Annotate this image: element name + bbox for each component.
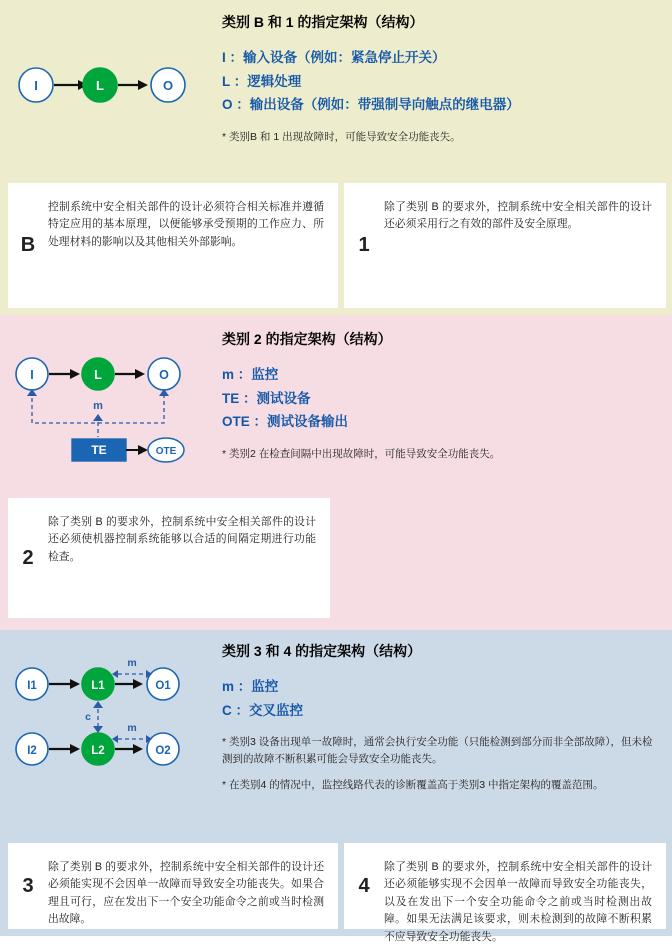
legend-item: O ：输出设备（例如：带强制导向触点的继电器） [222, 97, 520, 113]
legend-item: L ：逻辑处理 [222, 73, 302, 89]
arrowhead-logic-output [135, 369, 145, 379]
card-text: 除了类别 B 的要求外，控制系统中安全相关部件的设计还必须能够实现不会因单一故障而导致安全功能丧失，以及在发出下一个安全功能命令之前或当时检测出故障。如果无法满足该要求，则未检测到的故障不断积累不应导致安全功能丧失。 [384, 861, 652, 943]
card-category-2 [8, 498, 330, 618]
node-logic-label: L [94, 368, 102, 382]
card-number: 1 [358, 234, 370, 256]
card-number: 4 [358, 874, 370, 897]
card-number: B [20, 234, 36, 256]
label-m-top: m [127, 657, 137, 669]
node-output-label: O [159, 368, 169, 382]
diagram-category-3-4 [0, 630, 222, 835]
node-output-test-equipment-label: OTE [155, 446, 177, 457]
card-number: 3 [22, 874, 34, 897]
section-category-b-1 [0, 0, 672, 175]
legend-item: TE ：测试设备 [222, 390, 311, 406]
legend-item: m ：监控 [222, 679, 279, 694]
section-note: * 类别2 在检查间隔中出现故障时，可能导致安全功能丧失。 [222, 447, 501, 460]
card-category-1 [344, 183, 666, 308]
card-category-4 [344, 843, 666, 943]
section-note: * 类别B 和 1 出现故障时，可能导致安全功能丧失。 [222, 130, 461, 143]
arrowhead-logic1-output1 [133, 679, 143, 689]
legend-item: OTE ：测试设备输出 [222, 414, 349, 430]
arrowhead-te-ote [138, 445, 148, 455]
arrowhead-input1-logic1 [70, 679, 80, 689]
section-category-2 [0, 315, 672, 490]
section-category-3-4 [0, 630, 672, 835]
card-category-3 [8, 843, 338, 929]
section-title: 类别 2 的指定架构（结构） [222, 331, 392, 347]
diagram-category-b-1 [0, 0, 222, 175]
legend-list [222, 46, 662, 117]
node-output-2-label: O2 [155, 745, 171, 757]
legend-list [222, 363, 662, 434]
card-number: 2 [22, 546, 34, 569]
legend-list [222, 675, 662, 722]
card-text: 除了类别 B 的要求外，控制系统中安全相关部件的设计还必须采用行之有效的部件及安全原理。 [384, 201, 652, 231]
diagram-category-2 [0, 315, 222, 490]
section-note: * 类别3 设备出现单一故障时，通常会执行安全功能（只能检测到部分而非全部故障），但未检测到的故障不断积累可能会导致安全功能丧失。 [222, 736, 653, 765]
arrowhead-monitor-logic [93, 414, 103, 421]
legend-item: C ：交叉监控 [222, 702, 303, 718]
node-output-1-label: O1 [155, 680, 171, 692]
card-text: 控制系统中安全相关部件的设计必须符合相关标准并遵循特定应用的基本原理，以便能够承受预期的工作应力、所处理材料的影响以及其他相关外部影响。 [48, 201, 324, 248]
arrowhead-cross-down [93, 726, 103, 733]
legend-item: I ：输入设备（例如：紧急停止开关） [222, 50, 446, 65]
node-input-label: I [34, 78, 38, 93]
arrowhead-logic2-output2 [133, 744, 143, 754]
section-note: * 在类别4 的情况中，监控线路代表的诊断覆盖高于类别3 中指定架构的覆盖范围。 [222, 778, 604, 791]
node-input-label: I [30, 368, 34, 382]
label-m: m [93, 400, 103, 412]
node-test-equipment-label: TE [91, 443, 107, 457]
node-logic-1-label: L1 [91, 680, 105, 692]
label-m-bottom: m [127, 722, 137, 734]
info-category-b-1 [222, 12, 662, 145]
section-title: 类别 B 和 1 的指定架构（结构） [222, 14, 424, 30]
arrowhead-input2-logic2 [70, 744, 80, 754]
node-logic-label: L [96, 78, 104, 93]
arrowhead-logic-output [138, 80, 148, 90]
arrowhead-input-logic [70, 369, 80, 379]
legend-item: m ：监控 [222, 367, 279, 382]
node-input-1-label: I1 [27, 680, 37, 692]
arrowhead-cross-up [93, 701, 103, 708]
info-category-3-4 [222, 641, 662, 793]
card-category-b [8, 183, 338, 308]
section-title: 类别 3 和 4 的指定架构（结构） [222, 643, 422, 659]
node-output-label: O [162, 78, 174, 93]
card-text: 除了类别 B 的要求外，控制系统中安全相关部件的设计还必须使机器控制系统能够以合适的间隔定期进行功能检查。 [48, 516, 316, 563]
node-logic-2-label: L2 [91, 745, 105, 757]
node-input-2-label: I2 [27, 745, 37, 757]
label-c: c [85, 711, 91, 723]
info-category-2 [222, 329, 662, 462]
card-text: 除了类别 B 的要求外，控制系统中安全相关部件的设计还必须能实现不会因单一故障而导致安全功能丧失。如果合理且可行，应在发出下一个安全功能命令之前或当时检测出故障。 [48, 861, 324, 926]
